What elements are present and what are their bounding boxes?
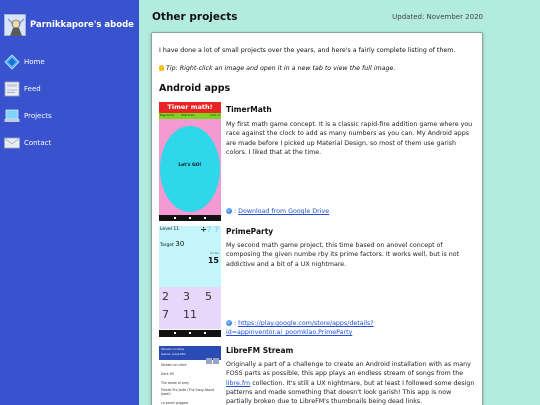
projects-laptop-icon (4, 108, 20, 124)
project-title-timermath: TimerMath (226, 105, 272, 114)
timermath-thumb-timer: 0:10 / 0 (210, 114, 220, 117)
link-librefm[interactable]: libre.fm (226, 379, 251, 387)
project-link-timermath: : Download from Google Drive (226, 207, 476, 216)
timermath-thumb-strip (159, 113, 221, 119)
primeparty-thumb-sofar: So far (210, 251, 219, 255)
librefm-thumb-row: La pareil gugged (161, 401, 188, 405)
feed-document-icon (4, 81, 20, 97)
timermath-thumb-page-score: Page Score: (160, 114, 175, 117)
site-logo-icon (4, 14, 26, 36)
primeparty-thumb-grid (159, 287, 221, 329)
link-play-store[interactable]: https://play.google.com/store/apps/details?id=appinventor.ai_poomklao.PrimeParty (226, 320, 374, 336)
intro-text: I have done a lot of small projects over the years, and here's a fairly complete listing of them. (159, 47, 456, 54)
timermath-thumb-total-score: Total Score (181, 114, 195, 117)
prime-tile: 11 (183, 308, 197, 321)
project-desc-timermath: My first math game concept. It is a classic rapid-fire addition game where you race against the clock to add as many numbers as you can. My Android apps are made before I picked up Material Design, so most of them use garish colors. I liked that at the time. (226, 121, 473, 156)
primeparty-thumb-current: 15 (207, 256, 219, 265)
page-title: Other projects (152, 11, 238, 23)
nav-item-feed[interactable] (0, 75, 139, 102)
prime-tile: 2 (162, 290, 169, 303)
nav-label-feed: Feed (24, 84, 41, 93)
project-link-primeparty: : https://play.google.com/store/apps/details?id=appinventor.ai_poomklao.PrimeParty (226, 320, 374, 336)
librefm-thumb-row: The beast of prey (161, 381, 189, 385)
timermath-screenshot[interactable] (159, 102, 221, 221)
primeparty-screenshot[interactable] (159, 226, 221, 337)
nav-item-contact[interactable] (0, 129, 139, 156)
nav-item-home[interactable] (0, 48, 139, 75)
prime-tile: 7 (162, 308, 169, 321)
site-name: Parnikkapore's abode (30, 19, 134, 30)
project-title-librefm: LibreFM Stream (226, 346, 294, 355)
link-google-drive[interactable]: Download from Google Drive (238, 208, 330, 215)
globe-icon (226, 320, 232, 326)
sidebar-nav (0, 48, 139, 156)
timermath-thumb-title: Timer math! (159, 102, 221, 113)
site-brand[interactable] (0, 0, 139, 40)
lightbulb-icon (159, 65, 164, 71)
primeparty-thumb-target: Target 30 (160, 240, 185, 248)
primeparty-thumb-navbar (159, 330, 221, 337)
nav-label-projects: Projects (24, 111, 52, 120)
updated-date: Updated: November 2020 (392, 13, 483, 21)
primeparty-thumb-level: Level 11 (160, 227, 180, 232)
timermath-thumb-go: Let's GO! (178, 163, 202, 168)
section-title-android: Android apps (159, 83, 231, 94)
nav-label-contact: Contact (24, 138, 52, 147)
project-title-primeparty: PrimeParty (226, 227, 274, 236)
timermath-thumb-navbar (159, 215, 221, 221)
project-desc-primeparty: My second math game project, this time based on anovel concept of composing the given numbe rby its prime factors. It works well, but is not addictive and a bit of a UX nightmare. (226, 242, 460, 268)
tip-label: Tip: Right-click an image and open it in a new tab to view the full image. (166, 65, 396, 72)
librefm-thumb-row: Pianist Pro Jodie (The Song About Jewel) (161, 388, 215, 396)
librefm-thumb-row: Stream on Libre (161, 363, 187, 367)
librefm-thumb-row: Dark 99 (161, 372, 174, 376)
prime-tile: 3 (183, 290, 190, 303)
globe-icon (226, 208, 232, 214)
primeparty-thumb-ops: ÷? ? (200, 226, 219, 234)
nav-item-projects[interactable] (0, 102, 139, 129)
contact-envelope-icon (4, 135, 20, 151)
tip-text (159, 65, 395, 72)
librefm-screenshot[interactable] (159, 346, 221, 405)
home-diamond-icon (4, 54, 20, 70)
nav-label-home: Home (24, 57, 45, 66)
project-desc-librefm: Originally a part of a challenge to create an Android installation with as many FOSS parts as possible, this app plays an endless stream of songs from the libre.fm collection. It's still a UX nightmare, but at least I followed some design patterns and made something that doesn't look garish! This app is now partially broken due to LibreFM's thumbnails being dead links. (226, 361, 475, 405)
prime-tile: 5 (205, 290, 212, 303)
librefm-thumb-header: Stream on libre Genre: Loud-Mix (159, 346, 221, 360)
timermath-thumb-circle (160, 126, 220, 212)
primeparty-thumb-header (159, 226, 221, 287)
content-card (151, 32, 483, 405)
sidebar (0, 0, 139, 405)
